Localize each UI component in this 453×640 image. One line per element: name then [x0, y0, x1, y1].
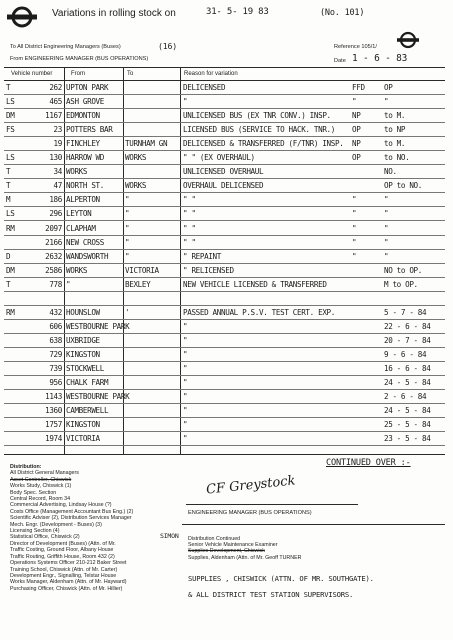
cell-n: 638: [49, 335, 62, 345]
distribution-item: Works Study, Chiswick (1): [10, 483, 72, 490]
table-row: [0, 223, 445, 236]
cell-reason: " ": [183, 223, 196, 233]
cell-x1: ": [352, 237, 357, 247]
cell-from: FINCHLEY: [66, 139, 100, 149]
cell-from: UPTON PARK: [66, 83, 109, 92]
table-row: [0, 391, 445, 404]
distribution-item: Asset Controller, Chiswick: [10, 476, 72, 483]
cell-reason: " ": [183, 195, 196, 205]
row-rule: [4, 136, 445, 137]
cell-reason: PASSED ANNUAL P.S.V. TEST CERT. EXP.: [183, 307, 335, 317]
cell-x2: 5 - 7 - 84: [384, 307, 427, 317]
cell-reason: " " (EX OVERHAUL): [183, 153, 255, 163]
cell-x2: ": [384, 237, 389, 247]
cell-x1: FFD: [352, 83, 365, 92]
cell-n: 19: [53, 139, 62, 149]
cell-n: 465: [49, 97, 62, 107]
cell-x1: NP: [352, 111, 361, 121]
cell-n: 2097: [45, 223, 62, 233]
distribution-item: Central Record, Room 34: [10, 496, 71, 503]
cell-from: WESTBOURNE PARK: [66, 392, 130, 402]
cell-from: WORKS: [66, 167, 88, 177]
cell-from: VICTORIA: [66, 434, 100, 444]
cell-from: KINGSTON: [66, 349, 100, 359]
row-rule: [4, 277, 445, 278]
cell-reason: " REPAINT: [183, 251, 221, 261]
cell-reason: UNLICENSED OVERHAUL: [183, 167, 264, 177]
cell-n: 47: [53, 181, 62, 191]
signature-rule: [186, 504, 358, 505]
distribution-item: Mech. Engr. (Development - Buses) (3): [10, 521, 102, 528]
row-rule: [4, 375, 445, 376]
cell-reason: UNLICENSED BUS (EX TNR CONV.) INSP.: [183, 111, 331, 121]
cell-reason: ": [183, 97, 188, 107]
cell-reason: ": [183, 335, 188, 345]
cell-x2: 22 - 6 - 84: [384, 321, 431, 331]
cell-n: 2166: [45, 237, 62, 247]
cell-n: 1143: [45, 392, 62, 402]
table-row: [0, 265, 445, 278]
cell-x2: OP to NO.: [384, 181, 422, 191]
table-row: [0, 349, 445, 362]
cell-p: DM: [6, 265, 15, 275]
cell-x1: NP: [352, 139, 361, 149]
cell-from: HARROW WD: [66, 153, 104, 163]
cell-reason: ": [183, 420, 188, 430]
row-rule: [4, 361, 445, 362]
cell-reason: ": [183, 434, 188, 444]
cell-to: ": [125, 209, 130, 219]
cell-n: 729: [49, 349, 62, 359]
table-row: [0, 96, 445, 109]
cell-x2: M to OP.: [384, 279, 418, 289]
cell-p: FS: [6, 125, 15, 135]
table-row: [0, 405, 445, 418]
cell-from: WORKS: [66, 265, 88, 275]
cell-p: RM: [6, 223, 15, 233]
cell-x2: 25 - 5 - 84: [384, 420, 431, 430]
cell-from: ALPERTON: [66, 195, 100, 205]
cell-from: CAMBERWELL: [66, 406, 109, 416]
table-row: [0, 237, 445, 250]
cell-from: EDMONTON: [66, 111, 100, 121]
cell-p: DM: [6, 111, 15, 121]
roundel-icon: [396, 30, 420, 50]
cell-x2: ": [384, 223, 389, 233]
cell-reason: NEW VEHICLE LICENSED & TRANSFERRED: [183, 279, 327, 289]
cell-from: ": [66, 279, 71, 289]
table-row: [0, 194, 445, 207]
col-header-vehicle: Vehicle number: [11, 71, 53, 77]
distribution-item: All District General Managers: [10, 470, 79, 477]
date-label: Date: [334, 58, 346, 64]
cell-x1: ": [352, 97, 357, 107]
cell-from: HOUNSLOW: [66, 307, 100, 317]
cell-from: LEYTON: [66, 209, 92, 219]
cell-x2: 2 - 6 - 84: [384, 392, 427, 402]
cell-from: POTTERS BAR: [66, 125, 113, 135]
cell-to: ": [125, 195, 130, 205]
cell-x1: ": [352, 209, 357, 219]
cell-x1: ": [352, 223, 357, 233]
cell-x2: NO to OP.: [384, 265, 422, 275]
table-top-rule: [4, 67, 445, 68]
continued-note: CONTINUED OVER :-: [326, 458, 411, 468]
distribution-item: Costs Office (Management Accountant Bus Eng.) (2): [10, 508, 134, 515]
distribution-item: Operations Systems Officer 210-212 Baker Street: [10, 560, 127, 567]
cell-x2: to NO.: [384, 153, 410, 163]
cell-from: KINGSTON: [66, 420, 100, 430]
row-rule: [4, 445, 445, 446]
distribution-item: Director of Development (Buses) (Attn. of Mr.: [10, 540, 116, 547]
distribution-continued-title: Distribution Continued: [188, 536, 241, 542]
cell-n: 262: [49, 83, 62, 92]
cell-reason: ": [183, 364, 188, 373]
cell-p: T: [6, 167, 11, 177]
table-row: [0, 335, 445, 348]
cell-to: ": [125, 237, 130, 247]
cell-reason: ": [183, 392, 188, 402]
cell-x2: 9 - 6 - 84: [384, 349, 427, 359]
cell-p: T: [6, 83, 11, 92]
distribution-continued-item: Supplies, Aldenham (Attn. of Mr. Geoff TURNER: [188, 554, 302, 561]
cell-from: STOCKWELL: [66, 364, 104, 373]
cell-to: WORKS: [125, 181, 147, 191]
distribution-rule: [182, 524, 445, 525]
table-row: [0, 152, 445, 165]
row-rule: [4, 291, 445, 292]
row-rule: [4, 389, 445, 390]
cell-p: RM: [6, 307, 15, 317]
cell-to: BEXLEY: [125, 279, 151, 289]
table-row: [0, 307, 445, 320]
cell-n: 2586: [45, 265, 62, 275]
row-rule: [4, 192, 445, 193]
reference-label: Reference 105/1/: [334, 44, 377, 50]
cell-x2: 16 - 6 - 84: [384, 364, 431, 373]
col-header-reason: Reason for variation: [184, 71, 238, 77]
row-rule: [4, 249, 445, 250]
cell-reason: LICENSED BUS (SERVICE TO HACK. TNR.): [183, 125, 335, 135]
distribution-continued-item: Supplies Development, Chiswick: [188, 548, 265, 555]
table-row: [0, 82, 445, 95]
date-value: 1 - 6 - 83: [352, 53, 408, 64]
cell-n: 1974: [45, 434, 62, 444]
signature: CF Greystock: [205, 473, 297, 498]
cell-x2: NO.: [384, 167, 397, 177]
cell-reason: ": [183, 406, 188, 416]
cell-p: LS: [6, 153, 15, 163]
cell-x2: 24 - 5 - 84: [384, 406, 431, 416]
distribution-item: Purchasing Officer, Chiswick (Attn. of Mr. Hillier): [10, 585, 123, 592]
cell-x2: ": [384, 195, 389, 205]
row-rule: [4, 333, 445, 334]
table-row: [0, 208, 445, 221]
cell-from: NORTH ST.: [66, 181, 104, 191]
cell-to: ": [125, 251, 130, 261]
form-title: Variations in rolling stock on: [52, 8, 176, 19]
distribution-item: Statistical Office, Chiswick (2): [10, 534, 80, 541]
distribution-item: Traffic Routing, Griffith House, Room 432 (2): [10, 553, 115, 560]
row-rule: [4, 206, 445, 207]
cell-to: ': [125, 307, 130, 317]
cell-x1: OP: [352, 125, 361, 135]
cell-n: 2632: [45, 251, 62, 261]
cell-x1: ": [352, 251, 357, 261]
row-rule: [4, 319, 445, 320]
simon-note: SIMON: [160, 532, 179, 540]
table-row: [0, 251, 445, 264]
row-rule: [4, 178, 445, 179]
distribution-item: Scientific Adviser (2), Distribution Services Manager: [10, 515, 132, 522]
row-rule: [4, 403, 445, 404]
cell-x2: 24 - 5 - 84: [384, 378, 431, 388]
table-row: [0, 180, 445, 193]
row-rule: [4, 150, 445, 151]
cell-p: T: [6, 181, 11, 191]
cell-reason: ": [183, 321, 188, 331]
handwritten-note-supplies: SUPPLIES , CHISWICK (ATTN. OF MR. SOUTHGATE).: [188, 574, 374, 583]
cell-n: 432: [49, 307, 62, 317]
cell-reason: DELICENSED: [183, 83, 226, 92]
form-number: (No. 101): [320, 8, 365, 18]
row-rule: [4, 108, 445, 109]
cell-p: T: [6, 279, 11, 289]
cell-n: 956: [49, 378, 62, 388]
distribution-item: Commercial Advertising, Lindsay House (?): [10, 502, 112, 509]
table-row: [0, 377, 445, 390]
table-row: [0, 279, 445, 292]
cell-reason: " RELICENSED: [183, 265, 234, 275]
handwritten-note-test-stations: & ALL DISTRICT TEST STATION SUPERVISORS.: [188, 590, 354, 599]
table-row: [0, 138, 445, 151]
distribution-continued: [188, 536, 301, 561]
distribution-continued-item: Senior Vehicle Maintenance Examiner: [188, 542, 278, 549]
table-row: [0, 363, 445, 376]
cell-n: 34: [53, 167, 62, 177]
cell-from: CLAPHAM: [66, 223, 96, 233]
row-rule: [4, 235, 445, 236]
cell-n: 130: [49, 153, 62, 163]
header-rule: [4, 80, 445, 81]
distribution-list: [10, 464, 133, 592]
table-row: [0, 166, 445, 179]
cell-from: CHALK FARM: [66, 378, 109, 388]
col-header-from: From: [71, 71, 85, 77]
cell-from: ASH GROVE: [66, 97, 104, 107]
row-rule: [4, 263, 445, 264]
distribution-item: Traffic Costing, Ground Floor, Albany House: [10, 547, 114, 554]
row-rule: [4, 417, 445, 418]
cell-reason: OVERHAUL DELICENSED: [183, 181, 264, 191]
signature-caption: ENGINEERING MANAGER (BUS OPERATIONS): [188, 510, 312, 516]
rolling-stock-date: 31- 5- 19 83: [206, 7, 269, 17]
cell-p: LS: [6, 209, 15, 219]
cell-to: ": [125, 223, 130, 233]
distribution-item: Training School, Chiswick (Attn. of Mr. Carter): [10, 566, 118, 573]
row-rule: [4, 305, 445, 306]
cell-n: 1167: [45, 111, 62, 121]
cell-n: 778: [49, 279, 62, 289]
cell-reason: " ": [183, 237, 196, 247]
cell-from: WESTBOURNE PARK: [66, 321, 130, 331]
cell-x2: to NP: [384, 125, 406, 135]
cell-n: 23: [53, 125, 62, 135]
cell-p: M: [6, 195, 11, 205]
distribution-item: Body Spec. Section: [10, 489, 57, 496]
to-line: To All District Engineering Managers (Buses): [10, 44, 121, 50]
cell-x2: ": [384, 209, 389, 219]
cell-p: LS: [6, 97, 15, 107]
distribution-item: Licensing Section (4): [10, 528, 60, 535]
cell-x2: to M.: [384, 111, 406, 121]
cell-n: 1757: [45, 420, 62, 430]
cell-from: NEW CROSS: [66, 237, 104, 247]
table-row: [0, 419, 445, 432]
row-rule: [4, 122, 445, 123]
cell-x2: 20 - 7 - 84: [384, 335, 431, 345]
table-row: [0, 433, 445, 446]
cell-x2: ": [384, 97, 389, 107]
cell-from: UXBRIDGE: [66, 335, 100, 345]
cell-x2: OP: [384, 83, 393, 92]
row-rule: [4, 220, 445, 221]
table-row: [0, 124, 445, 137]
cell-n: 606: [49, 321, 62, 331]
london-transport-roundel-logo: [5, 4, 39, 30]
cell-x1: OP: [352, 153, 361, 163]
distribution-item: Development Engr., Signalling, Telstar House: [10, 572, 117, 579]
row-rule: [4, 347, 445, 348]
cell-reason: " ": [183, 209, 196, 219]
cell-reason: DELICENSED & TRANSFERRED (F/TNR) INSP.: [183, 139, 344, 149]
distribution-title: Distribution:: [10, 464, 42, 470]
row-rule: [4, 94, 445, 95]
cell-x2: 23 - 5 - 84: [384, 434, 431, 444]
cell-n: 296: [49, 209, 62, 219]
cell-n: 1360: [45, 406, 62, 416]
cell-from: WANDSWORTH: [66, 251, 109, 261]
table-bottom-rule: [4, 454, 445, 455]
cell-to: VICTORIA: [125, 265, 159, 275]
cell-to: TURNHAM GN: [125, 139, 168, 149]
from-line: From ENGINEERING MANAGER (BUS OPERATIONS): [10, 56, 149, 62]
cell-n: 186: [49, 195, 62, 205]
cell-reason: ": [183, 349, 188, 359]
row-rule: [4, 164, 445, 165]
cell-x2: to M.: [384, 139, 406, 149]
to-count: (16): [158, 41, 177, 51]
cell-n: 739: [49, 364, 62, 373]
table-row: [0, 293, 445, 306]
table-row: [0, 110, 445, 123]
table-row: [0, 321, 445, 334]
distribution-item: Works Manager, Aldenham (Attn. of Mr. Hayward): [10, 579, 127, 586]
cell-to: WORKS: [125, 153, 147, 163]
cell-x1: ": [352, 195, 357, 205]
cell-x2: ": [384, 251, 389, 261]
row-rule: [4, 431, 445, 432]
col-header-to: To: [127, 71, 134, 77]
cell-p: D: [6, 251, 11, 261]
cell-reason: ": [183, 378, 188, 388]
